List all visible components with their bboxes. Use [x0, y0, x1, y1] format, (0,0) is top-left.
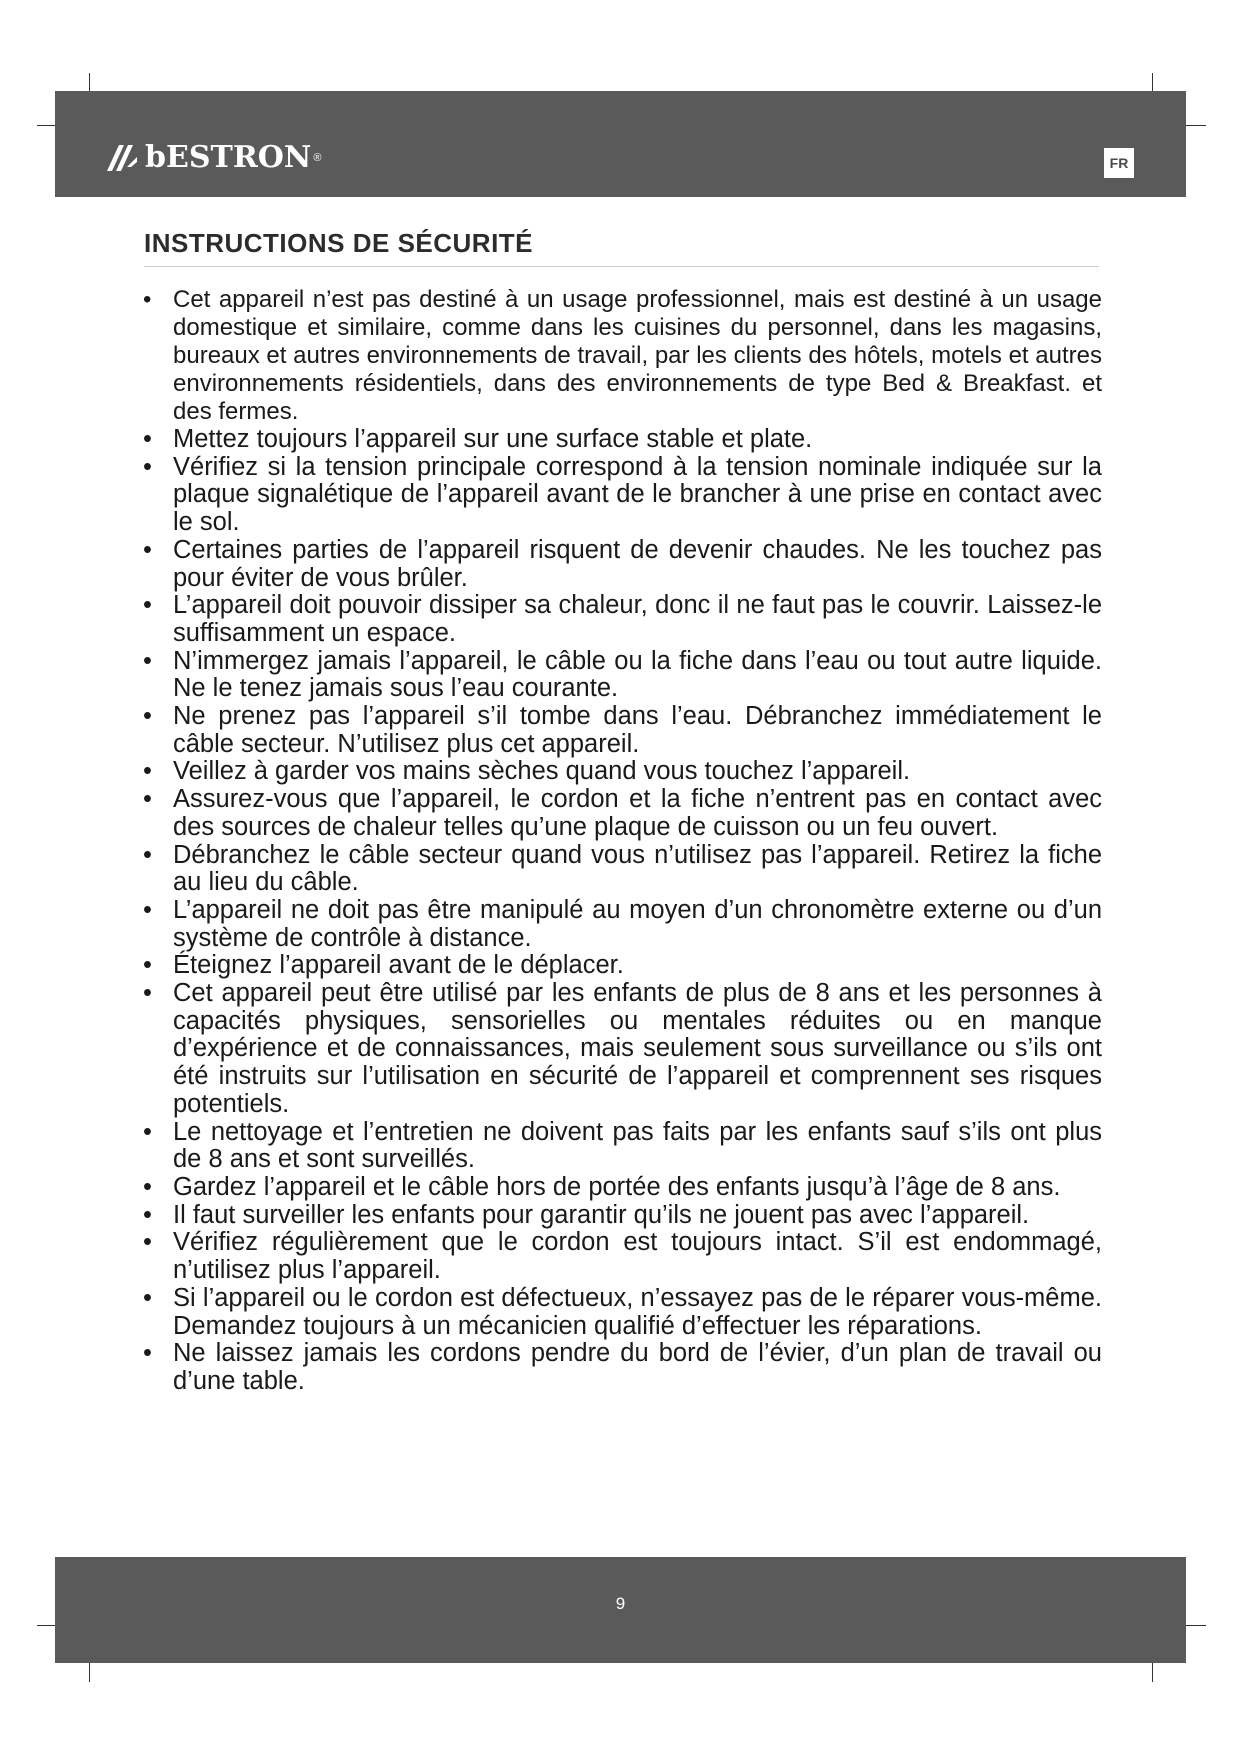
language-badge: FR — [1104, 148, 1134, 178]
list-item: • Vérifiez si la tension principale correspond à la tension nominale indiquée sur la plaque signalétique de l’appareil avant de le brancher à une prise en contact avec le sol. — [142, 454, 1102, 537]
list-item: • Certaines parties de l’appareil risquent de devenir chaudes. Ne les touchez pas pour éviter de vous brûler. — [142, 537, 1102, 592]
list-item: • Cet appareil peut être utilisé par les enfants de plus de 8 ans et les personnes à capacités physiques, sensorielles ou mentales réduites ou en manque d’expérience et de connaissances, mais seulement sous surveillance ou s’ils ont été instruits sur l’utilisation en sécurité de l’appareil et comprennent ses risques potentiels. — [142, 980, 1102, 1119]
brand-chevron-icon — [105, 143, 139, 173]
list-item: • Éteignez l’appareil avant de le déplacer. — [142, 952, 1102, 980]
list-item: • Vérifiez régulièrement que le cordon est toujours intact. S’il est endommagé, n’utilisez plus l’appareil. — [142, 1229, 1102, 1284]
list-item: • Veillez à garder vos mains sèches quand vous touchez l’appareil. — [142, 758, 1102, 786]
list-item: • Cet appareil n’est pas destiné à un usage professionnel, mais est destiné à un usage domestique et similaire, comme dans les cuisines du personnel, dans les magasins, bureaux et autres environnements de travail, par les clients des hôtels, motels et autres environnements résidentiels, dans des environnements de type Bed & Breakfast. et des fermes. — [142, 286, 1102, 426]
list-item: • Il faut surveiller les enfants pour garantir qu’ils ne jouent pas avec l’appareil. — [142, 1202, 1102, 1230]
list-item: • N’immergez jamais l’appareil, le câble ou la fiche dans l’eau ou tout autre liquide. Ne le tenez jamais sous l’eau courante. — [142, 648, 1102, 703]
list-item: • Ne laissez jamais les cordons pendre du bord de l’évier, d’un plan de travail ou d’une table. — [142, 1340, 1102, 1395]
list-item: • Mettez toujours l’appareil sur une surface stable et plate. — [142, 426, 1102, 454]
footer-band — [55, 1557, 1186, 1663]
list-item: • Le nettoyage et l’entretien ne doivent pas faits par les enfants sauf s’ils ont plus de 8 ans et sont surveillés. — [142, 1119, 1102, 1174]
registered-mark: ® — [313, 152, 322, 164]
list-item: • Ne prenez pas l’appareil s’il tombe dans l’eau. Débranchez immédiatement le câble secteur. N’utilisez plus cet appareil. — [142, 703, 1102, 758]
brand-wordmark: bESTRON — [145, 140, 312, 175]
title-divider — [144, 266, 1099, 267]
page-title: INSTRUCTIONS DE SÉCURITÉ — [144, 228, 534, 258]
instructions-content — [142, 286, 1102, 1396]
list-item: • Si l’appareil ou le cordon est défectueux, n’essayez pas de le réparer vous-même. Demandez toujours à un mécanicien qualifié d’effectuer les réparations. — [142, 1285, 1102, 1340]
list-item: • L’appareil doit pouvoir dissiper sa chaleur, donc il ne faut pas le couvrir. Laissez-le suffisamment un espace. — [142, 592, 1102, 647]
header-band — [55, 91, 1186, 197]
page-number: 9 — [615, 1594, 626, 1613]
list-item: • L’appareil ne doit pas être manipulé au moyen d’un chronomètre externe ou d’un système de contrôle à distance. — [142, 897, 1102, 952]
safety-instructions-list — [142, 286, 1102, 1396]
brand-logo — [105, 140, 322, 175]
list-item: • Débranchez le câble secteur quand vous n’utilisez pas l’appareil. Retirez la fiche au lieu du câble. — [142, 842, 1102, 897]
list-item: • Gardez l’appareil et le câble hors de portée des enfants jusqu’à l’âge de 8 ans. — [142, 1174, 1102, 1202]
list-item: • Assurez-vous que l’appareil, le cordon et la fiche n’entrent pas en contact avec des sources de chaleur telles qu’une plaque de cuisson ou un feu ouvert. — [142, 786, 1102, 841]
